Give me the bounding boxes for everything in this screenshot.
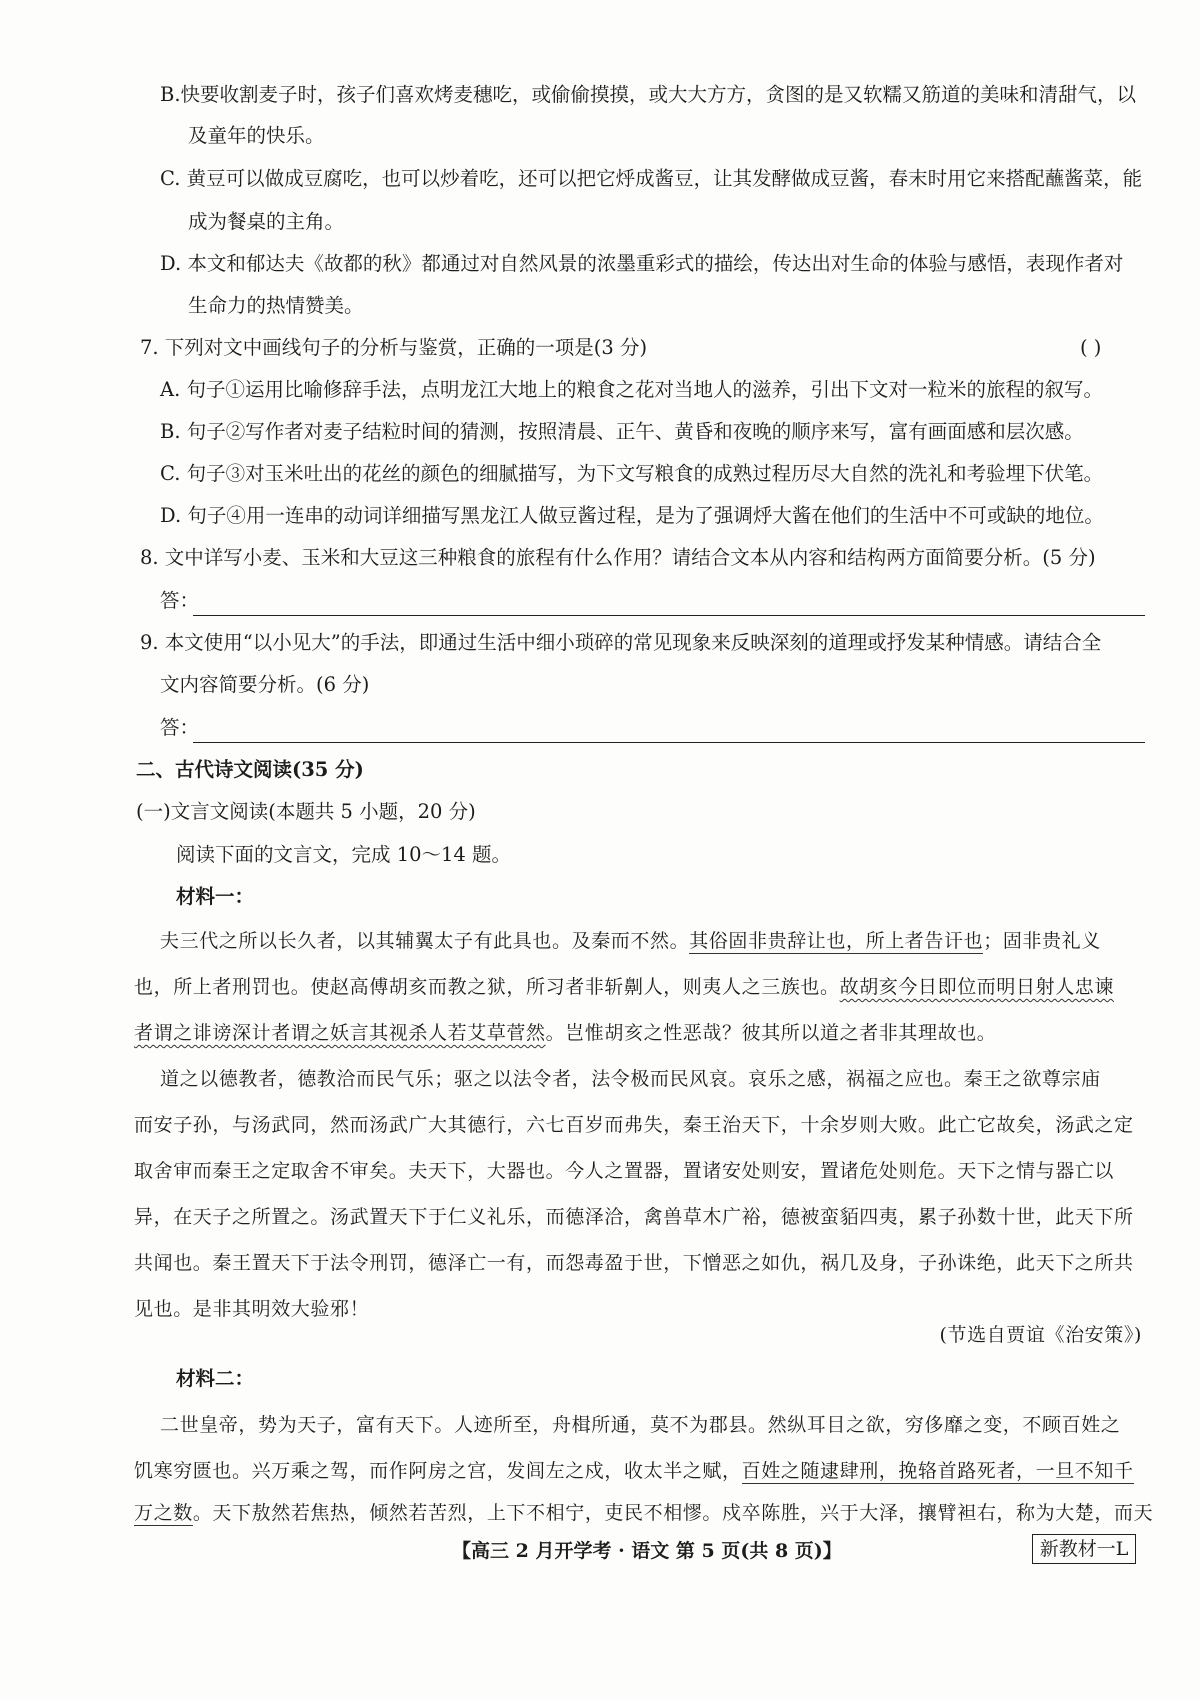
q7-stem: 7. 下列对文中画线句子的分析与鉴赏，正确的一项是(3 分)	[140, 336, 648, 359]
q6-option-c-cont: 成为餐桌的主角。	[188, 210, 345, 233]
page-footer	[0, 1534, 1200, 1568]
q7-option-a: A. 句子①运用比喻修辞手法，点明龙江大地上的粮食之花对当地人的滋养，引出下文对一粒米的旅程的叙写。	[160, 378, 1103, 401]
material-1-p1-line2: 也，所上者刑罚也。使赵高傅胡亥而教之狱，所习者非斩劓人，则夷人之三族也。故胡亥今日即位而明日射人忠谏	[134, 976, 1115, 998]
q7-option-d: D. 句子④用一连串的动词详细描写黑龙江人做豆酱过程，是为了强调烀大酱在他们的生活中不可或缺的地位。	[160, 504, 1104, 527]
q6-option-d: D. 本文和郁达夫《故都的秋》都通过对自然风景的浓墨重彩式的描绘，传达出对生命的体验与感悟，表现作者对	[160, 252, 1124, 275]
footer-page-info: 【高三 2 月开学考 · 语文 第 5 页(共 8 页)】	[452, 1540, 842, 1562]
material-1-source: (节选自贾谊《治安策》)	[939, 1324, 1142, 1346]
material-2-line1: 二世皇帝，势为天子，富有天下。人迹所至，舟楫所通，莫不为郡县。然纵耳目之欲，穷侈靡之变，不顾百姓之	[160, 1414, 1121, 1436]
q9-stem: 9. 本文使用“以小见大”的手法，即通过生活中细小琐碎的常见现象来反映深刻的道理或抒发某种情感。请结合全	[140, 631, 1102, 654]
q7-option-c: C. 句子③对玉米吐出的花丝的颜色的细腻描写，为下文写粮食的成熟过程历尽大自然的洗礼和考验埋下伏笔。	[160, 462, 1104, 485]
material-1-p2-line6: 见也。是非其明效大验邪！	[134, 1298, 370, 1320]
material-1-p2-line2: 而安子孙，与汤武同，然而汤武广大其德行，六七百岁而弗失，秦王治天下，十余岁则大败。此亡它故矣，汤武之定	[134, 1114, 1134, 1136]
underlined-sentence-2-cont: 万之数	[134, 1502, 193, 1524]
edition-badge: 新教材一L	[1032, 1534, 1136, 1564]
wavy-underlined-sentence-cont: 者谓之诽谤深计者谓之妖言其视杀人若艾草菅然	[134, 1022, 546, 1044]
section-2-instruction: 阅读下面的文言文，完成 10～14 题。	[176, 843, 512, 866]
section-2-title: 二、古代诗文阅读(35 分)	[136, 758, 364, 781]
q9-answer-label: 答：	[160, 716, 200, 739]
material-1-p2-line4: 异，在天子之所置之。汤武置天下于仁义礼乐，而德泽洽，禽兽草木广裕，德被蛮貊四夷，累子孙数十世，此天下所	[134, 1206, 1134, 1228]
material-2-line3: 万之数。天下敖然若焦热，倾然若苦烈，上下不相宁，吏民不相憀。戍卒陈胜，兴于大泽，攘臂袒右，称为大楚，而天	[134, 1502, 1154, 1524]
material-1-p1-line3: 者谓之诽谤深计者谓之妖言其视杀人若艾草菅然。岂惟胡亥之性恶哉？彼其所以道之者非其理故也。	[134, 1022, 997, 1044]
material-1-p2-line5: 共闻也。秦王置天下于法令刑罚，德泽亡一有，而怨毒盈于世，下憎恶之如仇，祸几及身，子孙诛绝，此天下之所共	[134, 1252, 1134, 1274]
q6-option-d-cont: 生命力的热情赞美。	[188, 294, 364, 317]
q6-option-c: C. 黄豆可以做成豆腐吃，也可以炒着吃，还可以把它烀成酱豆，让其发酵做成豆酱，春末时用它来搭配蘸酱菜，能	[160, 167, 1143, 190]
material-1-p2-line1: 道之以德教者，德教洽而民气乐；驱之以法令者，法令极而民风哀。哀乐之感，祸福之应也。秦王之欲尊宗庙	[160, 1068, 1101, 1090]
q6-option-b: B.快要收割麦子时，孩子们喜欢烤麦穗吃，或偷偷摸摸，或大大方方，贪图的是又软糯又筋道的美味和清甜气，以	[160, 83, 1137, 106]
underlined-sentence-1: 其俗固非贵辞让也，所上者告讦也	[689, 930, 984, 952]
q6-option-b-cont: 及童年的快乐。	[188, 124, 325, 147]
material-1-label: 材料一：	[176, 885, 255, 908]
q7-option-b: B. 句子②写作者对麦子结粒时间的猜测，按照清晨、正午、黄昏和夜晚的顺序来写，富有画面感和层次感。	[160, 420, 1084, 443]
section-2-subtitle: (一)文言文阅读(本题共 5 小题，20 分)	[136, 800, 476, 823]
material-1-p1-line1: 夫三代之所以长久者，以其辅翼太子有此具也。及秦而不然。其俗固非贵辞让也，所上者告讦也；固非贵礼义	[160, 930, 1101, 952]
material-2-label: 材料二：	[176, 1367, 255, 1390]
q8-answer-label: 答：	[160, 589, 200, 612]
q9-stem-cont: 文内容简要分析。(6 分)	[160, 673, 370, 696]
q8-stem: 8. 文中详写小麦、玉米和大豆这三种粮食的旅程有什么作用？请结合文本从内容和结构两方面简要分析。(5 分)	[140, 546, 1096, 569]
underlined-sentence-2: 百姓之随逮肆刑，挽辂首路死者，一旦不知千	[741, 1460, 1134, 1482]
q9-answer-line[interactable]	[193, 742, 1145, 743]
material-2-line2: 饥寒穷匮也。兴万乘之驾，而作阿房之宫，发闾左之戍，收太半之赋，百姓之随逮肆刑，挽辂首路死者，一旦不知千	[134, 1460, 1134, 1482]
q8-answer-line[interactable]	[193, 615, 1145, 616]
q7-answer-paren[interactable]: ( )	[1080, 336, 1102, 359]
wavy-underlined-sentence: 故胡亥今日即位而明日射人忠谏	[839, 976, 1115, 998]
material-1-p2-line3: 取舍审而秦王之定取舍不审矣。夫天下，大器也。今人之置器，置诸安处则安，置诸危处则危。天下之情与器亡以	[134, 1160, 1115, 1182]
